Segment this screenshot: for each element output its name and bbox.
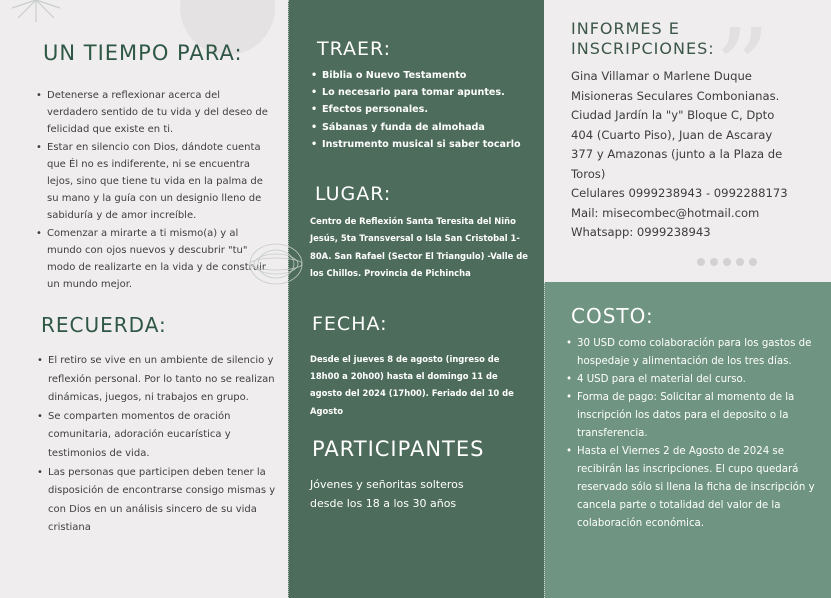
list-item: • Instrumento musical si saber tocarlo <box>311 136 539 153</box>
dot <box>723 258 731 266</box>
fecha-heading: FECHA: <box>312 313 388 335</box>
contact-line: Misioneras Seculares Combonianas. <box>571 88 780 103</box>
dot <box>710 258 718 266</box>
recuerda-heading: RECUERDA: <box>41 313 167 337</box>
quote-icon: ” <box>714 5 771 133</box>
participantes-heading: PARTICIPANTES <box>312 437 485 461</box>
list-item: • Efectos personales. <box>311 101 539 118</box>
contact-line: 404 (Cuarto Piso), Juan de Ascaray <box>571 127 773 142</box>
contact-line: Toros) <box>571 166 606 181</box>
list-item: • Biblia o Nuevo Testamento <box>311 67 539 84</box>
list-item: • 30 USD como colaboración para los gastos de hospedaje y alimentación de los tres días. <box>566 335 819 371</box>
informes-heading-line: INFORMES E <box>571 19 680 38</box>
traer-list <box>311 67 539 153</box>
sunburst-icon <box>10 0 62 40</box>
contact-line: 377 y Amazonas (junto a la Plaza de <box>571 147 783 161</box>
contact-line: Mail: misecombec@hotmail.com <box>571 205 760 220</box>
costo-panel <box>544 282 831 598</box>
dot <box>749 258 757 266</box>
list-item: • Forma de pago: Solicitar al momento de la inscripción los datos para el deposito o la transferencia. <box>566 389 819 443</box>
contact-line: Celulares 0999238943 - 0992288173 <box>571 186 788 200</box>
list-item: • Estar en silencio con Dios, dándote cuenta que Él no es indiferente, ni se encuentra lejos, sino que tiene tu vida en la palma de su mano y la guía con un designio lleno de sabiduría y de amor increíble. <box>36 139 274 225</box>
middle-panel <box>288 0 544 598</box>
informes-heading-line: INSCRIPCIONES: <box>571 39 715 58</box>
list-item: • Se comparten momentos de oración comunitaria, adoración eucarística y testimonios de vida. <box>37 408 277 464</box>
informes-heading <box>571 19 715 59</box>
left-panel <box>0 0 288 598</box>
costo-heading: COSTO: <box>571 304 654 328</box>
participantes-text: Jóvenes y señoritas solteros desde los 18 a los 30 años <box>310 478 464 510</box>
tiempo-heading: UN TIEMPO PARA: <box>43 41 243 65</box>
traer-heading: TRAER: <box>317 38 392 60</box>
contact-line: Gina Villamar o Marlene Duque <box>571 69 752 83</box>
contact-line: Whatsapp: 0999238943 <box>571 225 711 239</box>
list-item: • 4 USD para el material del curso. <box>566 371 819 389</box>
recuerda-list <box>37 352 277 538</box>
contact-info <box>571 67 821 243</box>
lugar-text: Centro de Reflexión Santa Teresita del Niño Jesús, 5ta Transversal o Isla San Cristobal 1-80A. San Rafael (Sector El Triangulo) -Valle de los Chillos. Provincia de Pichincha <box>310 216 528 279</box>
tiempo-list <box>36 87 274 293</box>
list-item: • Detenerse a reflexionar acerca del verdadero sentido de tu vida y del deseo de felicidad que existe en ti. <box>36 87 274 139</box>
contact-line: Ciudad Jardín la "y" Bloque C, Dpto <box>571 108 775 122</box>
costo-list <box>566 335 819 533</box>
list-item: • El retiro se vive en un ambiente de silencio y reflexión personal. Por lo tanto no se realizan dinámicas, juegos, ni trabajos en grupo. <box>37 352 277 408</box>
list-item: • Las personas que participen deben tener la disposición de encontrarse consigo mismas y con Dios en un análisis sincero de su vida cristiana <box>37 464 277 538</box>
pagination-dots <box>697 251 762 270</box>
fecha-text: Desde el jueves 8 de agosto (ingreso de 18h00 a 20h00) hasta el domingo 11 de agosto del 2024 (17h00). Feriado del 10 de Agosto <box>310 354 514 416</box>
dot <box>736 258 744 266</box>
list-item: • Sábanas y funda de almohada <box>311 119 539 136</box>
dot <box>697 258 705 266</box>
list-item: • Hasta el Viernes 2 de Agosto de 2024 se recibirán las inscripciones. El cupo quedará reservado sólo si llena la ficha de inscripción y cancela parte o totalidad del valor de la colaboración económica. <box>566 443 819 533</box>
list-item: • Comenzar a mirarte a ti mismo(a) y al mundo con ojos nuevos y descubrir "tu" modo de realizarte en la vida y de construir un mundo mejor. <box>36 225 274 294</box>
list-item: • Lo necesario para tomar apuntes. <box>311 84 539 101</box>
decorative-rings-icon <box>246 238 306 290</box>
lugar-heading: LUGAR: <box>315 183 392 205</box>
